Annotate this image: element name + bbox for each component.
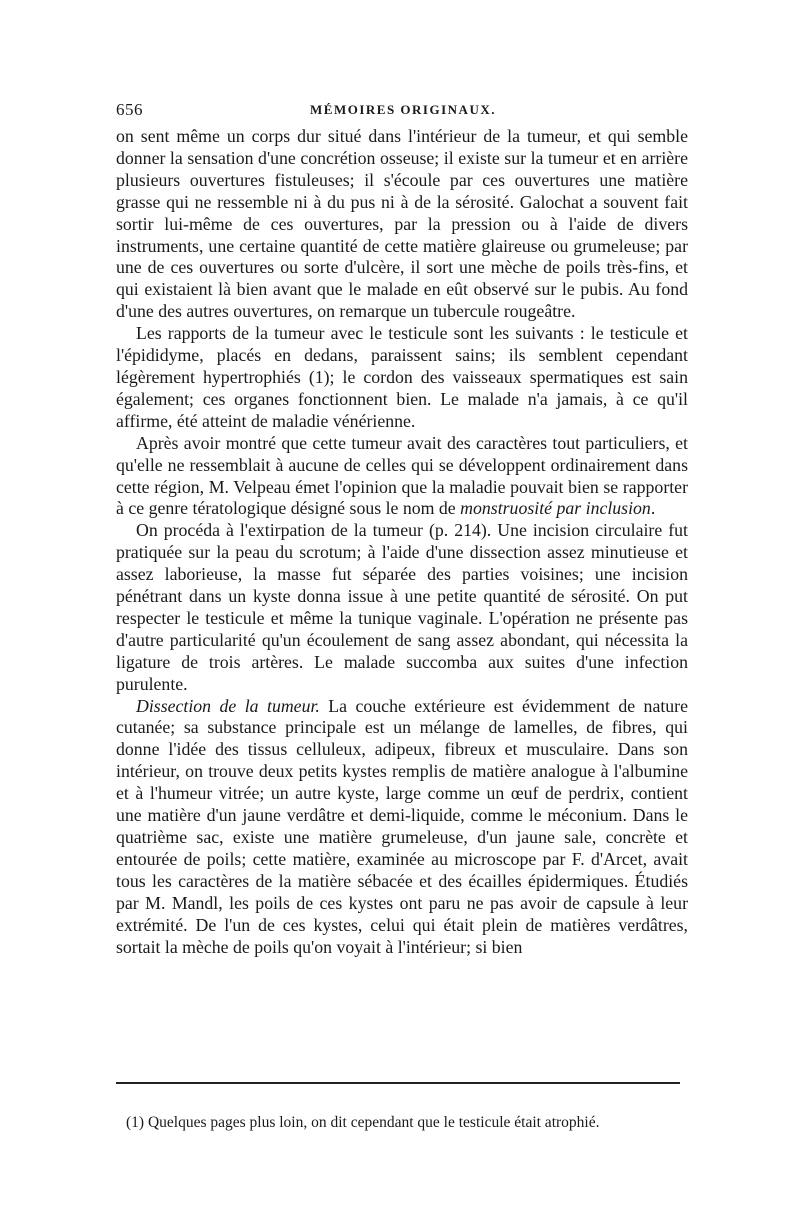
paragraph-text: .: [650, 498, 656, 519]
body-text: [116, 126, 688, 958]
italic-term: monstruosité par inclusion: [460, 498, 651, 519]
paragraph-text: Après avoir montré que cette tumeur avait des caractères tout particuliers, et qu'elle ne ressemblait à aucune de celles qui se développent ordinairement dans cette région, M. Velpeau émet l'opinion que la maladie pouvait bien se rapporter à ce genre tératologique désigné sous le nom de: [116, 432, 688, 519]
section-heading-italic: Dissection de la tumeur.: [136, 695, 320, 716]
paragraph: On procéda à l'extirpation de la tumeur (p. 214). Une incision circulaire fut pratiquée sur la peau du scrotum; à l'aide d'une dissection assez minutieuse et assez laborieuse, la masse fut séparée des parties voisines; une incision pénétrant dans un kyste donna issue à une petite quantité de sérosité. On put respecter le testicule et même la tunique vaginale. L'opération ne présente pas d'autre particularité qu'un écoulement de sang assez abondant, qui nécessita la ligature de trois artères. Le malade succomba aux suites d'une infection purulente.: [116, 520, 688, 694]
page-number: 656: [116, 100, 143, 119]
running-head: [116, 100, 690, 124]
running-title: MÉMOIRES ORIGINAUX.: [310, 102, 496, 117]
footnote: (1) Quelques pages plus loin, on dit cependant que le testicule était atrophié.: [126, 1114, 600, 1131]
paragraph: [116, 696, 688, 959]
paragraph: on sent même un corps dur situé dans l'intérieur de la tumeur, et qui semble donner la sensation d'une concrétion osseuse; il existe sur la tumeur et en arrière plusieurs ouvertures fistuleuses; il s'écoule par ces ouvertures une matière grasse qui ne ressemble ni à du pus ni à de la sérosité. Galochat a souvent fait sortir lui-même de ces ouvertures, par la pression ou à l'aide de divers instruments, une certaine quantité de cette matière glaireuse ou grumeleuse; par une de ces ouvertures ou sorte d'ulcère, il sort une mèche de poils très-fins, et qui existaient là bien avant que le malade en eût observé sur le pubis. Au fond d'une des autres ouvertures, on remarque un tubercule rougeâtre.: [116, 126, 688, 322]
paragraph: Les rapports de la tumeur avec le testicule sont les suivants : le testicule et l'épididyme, placés en dedans, paraissent sains; ils semblent cependant légèrement hypertrophiés (1); le cordon des vaisseaux spermatiques est sain également; ces organes fonctionnent bien. Le malade n'a jamais, à ce qu'il affirme, été atteint de maladie vénérienne.: [116, 323, 688, 431]
footnote-rule: [116, 1082, 680, 1084]
paragraph-text: La couche extérieure est évidemment de nature cutanée; sa substance principale est un mélange de lamelles, de fibres, qui donne l'idée des tissus celluleux, adipeux, fibreux et musculaire. Dans son intérieur, on trouve deux petits kystes remplis de matière analogue à l'albumine et à l'humeur vitrée; un autre kyste, large comme un œuf de perdrix, contient une matière d'un jaune verdâtre et demi-liquide, comme le méconium. Dans le quatrième sac, existe une matière grumeleuse, d'un jaune sale, concrète et entourée de poils; cette matière, examinée au microscope par F. d'Arcet, avait tous les caractères de la matière sébacée et des écailles épidermiques. Étudiés par M. Mandl, les poils de ces kystes ont paru ne pas avoir de capsule à leur extrémité. De l'un de ces kystes, celui qui était plein de matières verdâtres, sortait la mèche de poils qu'on voyait à l'intérieur; si bien: [116, 695, 688, 957]
paragraph: [116, 433, 688, 521]
